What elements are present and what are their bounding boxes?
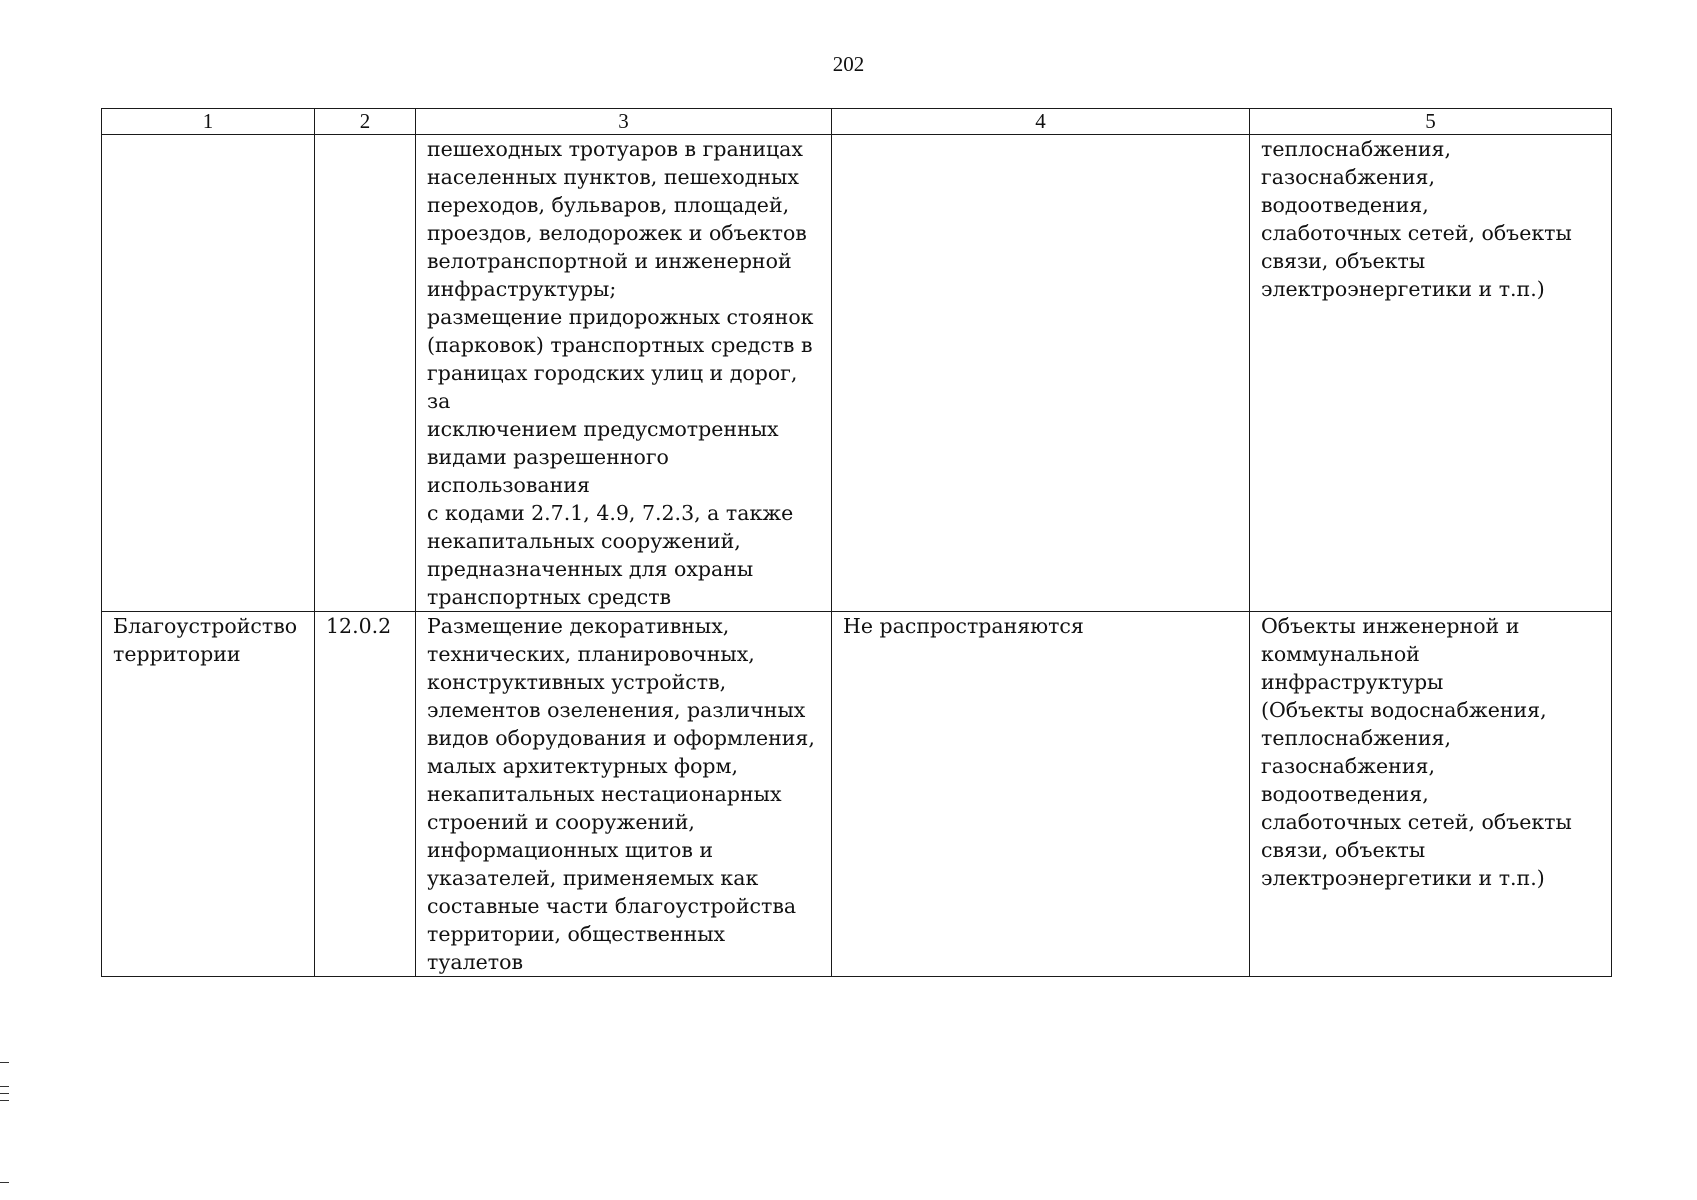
scan-mark bbox=[0, 1100, 9, 1101]
page-number: 202 bbox=[832, 52, 865, 76]
land-use-table bbox=[101, 108, 1612, 977]
header-col-2: 2 bbox=[315, 109, 416, 135]
table-row bbox=[102, 612, 1612, 977]
header-col-4: 4 bbox=[832, 109, 1250, 135]
header-col-5: 5 bbox=[1250, 109, 1612, 135]
row-2-code: 12.0.2 bbox=[315, 612, 416, 977]
row-1-description: пешеходных тротуаров в границах населенных пунктов, пешеходных переходов, бульваров, площадей, проездов, велодорожек и объектов велотранспортной и инженерной инфраструктуры; размещение придорожных стоянок (парковок) транспортных средств в границах городских улиц и дорог, за исключением предусмотренных видами разрешенного использования с кодами 2.7.1, 4.9, 7.2.3, а также некапитальных сооружений, предназначенных для охраны транспортных средств bbox=[416, 135, 832, 612]
row-2-description: Размещение декоративных, технических, планировочных, конструктивных устройств, элементов озеленения, различных видов оборудования и оформления, малых архитектурных форм, некапитальных нестационарных строений и сооружений, информационных щитов и указателей, применяемых как составные части благоустройства территории, общественных туалетов bbox=[416, 612, 832, 977]
row-1-limits bbox=[832, 135, 1250, 612]
table-row bbox=[102, 135, 1612, 612]
header-col-3: 3 bbox=[416, 109, 832, 135]
scan-mark bbox=[0, 1093, 9, 1094]
row-1-auxiliary: теплоснабжения, газоснабжения, водоотведения, слаботочных сетей, объекты связи, объекты электроэнергетики и т.п.) bbox=[1250, 135, 1612, 612]
row-2-name: Благоустройство территории bbox=[102, 612, 315, 977]
row-1-name bbox=[102, 135, 315, 612]
scan-mark bbox=[0, 1062, 9, 1063]
scan-mark bbox=[0, 1182, 9, 1183]
header-col-1: 1 bbox=[102, 109, 315, 135]
row-2-auxiliary: Объекты инженерной и коммунальной инфраструктуры (Объекты водоснабжения, теплоснабжения, газоснабжения, водоотведения, слаботочных сетей, объекты связи, объекты электроэнергетики и т.п.) bbox=[1250, 612, 1612, 977]
row-1-code bbox=[315, 135, 416, 612]
scan-mark bbox=[0, 1086, 9, 1087]
row-2-limits: Не распространяются bbox=[832, 612, 1250, 977]
table-header-row bbox=[102, 109, 1612, 135]
